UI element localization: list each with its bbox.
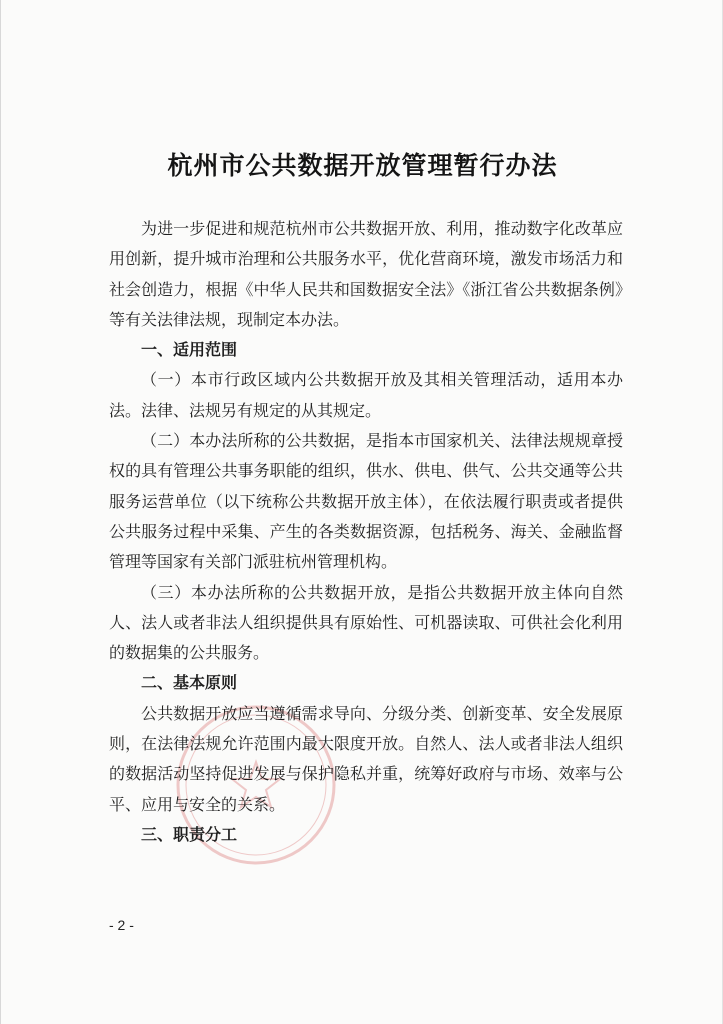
scope-paragraph-1: （一）本市行政区域内公共数据开放及其相关管理活动，适用本办法。法律、法规另有规定的从其规定。 bbox=[109, 370, 623, 420]
section-heading-responsibilities: 三、职责分工 bbox=[141, 824, 238, 844]
document-title: 杭州市公共数据开放管理暂行办法 bbox=[167, 151, 558, 180]
document-body bbox=[109, 214, 623, 850]
page-number: - 2 - bbox=[109, 917, 134, 933]
principles-paragraph: 公共数据开放应当遵循需求导向、分级分类、创新变革、安全发展原则，在法律法规允许范围内最大限度开放。自然人、法人或者非法人组织的数据活动坚持促进发展与保护隐私并重，统筹好政府与市场、效率与公平、应用与安全的关系。 bbox=[109, 703, 623, 814]
section-heading-principles: 二、基本原则 bbox=[141, 673, 238, 693]
scope-paragraph-3: （三）本办法所称的公共数据开放，是指公共数据开放主体向自然人、法人或者非法人组织提供具有原始性、可机器读取、可供社会化利用的数据集的公共服务。 bbox=[109, 582, 623, 663]
section-heading-scope: 一、适用范围 bbox=[141, 340, 238, 360]
preamble-paragraph: 为进一步促进和规范杭州市公共数据开放、利用，推动数字化改革应用创新，提升城市治理和公共服务水平，优化营商环境，激发市场活力和社会创造力，根据《中华人民共和国数据安全法》《浙江省公共数据条例》等有关法律法规，现制定本办法。 bbox=[109, 219, 623, 329]
scope-paragraph-2: （二）本办法所称的公共数据，是指本市国家机关、法律法规规章授权的具有管理公共事务职能的组织，供水、供电、供气、公共交通等公共服务运营单位（以下统称公共数据开放主体），在依法履行职责或者提供公共服务过程中采集、产生的各类数据资源，包括税务、海关、金融监督管理等国家有关部门派驻杭州管理机构。 bbox=[109, 431, 623, 572]
